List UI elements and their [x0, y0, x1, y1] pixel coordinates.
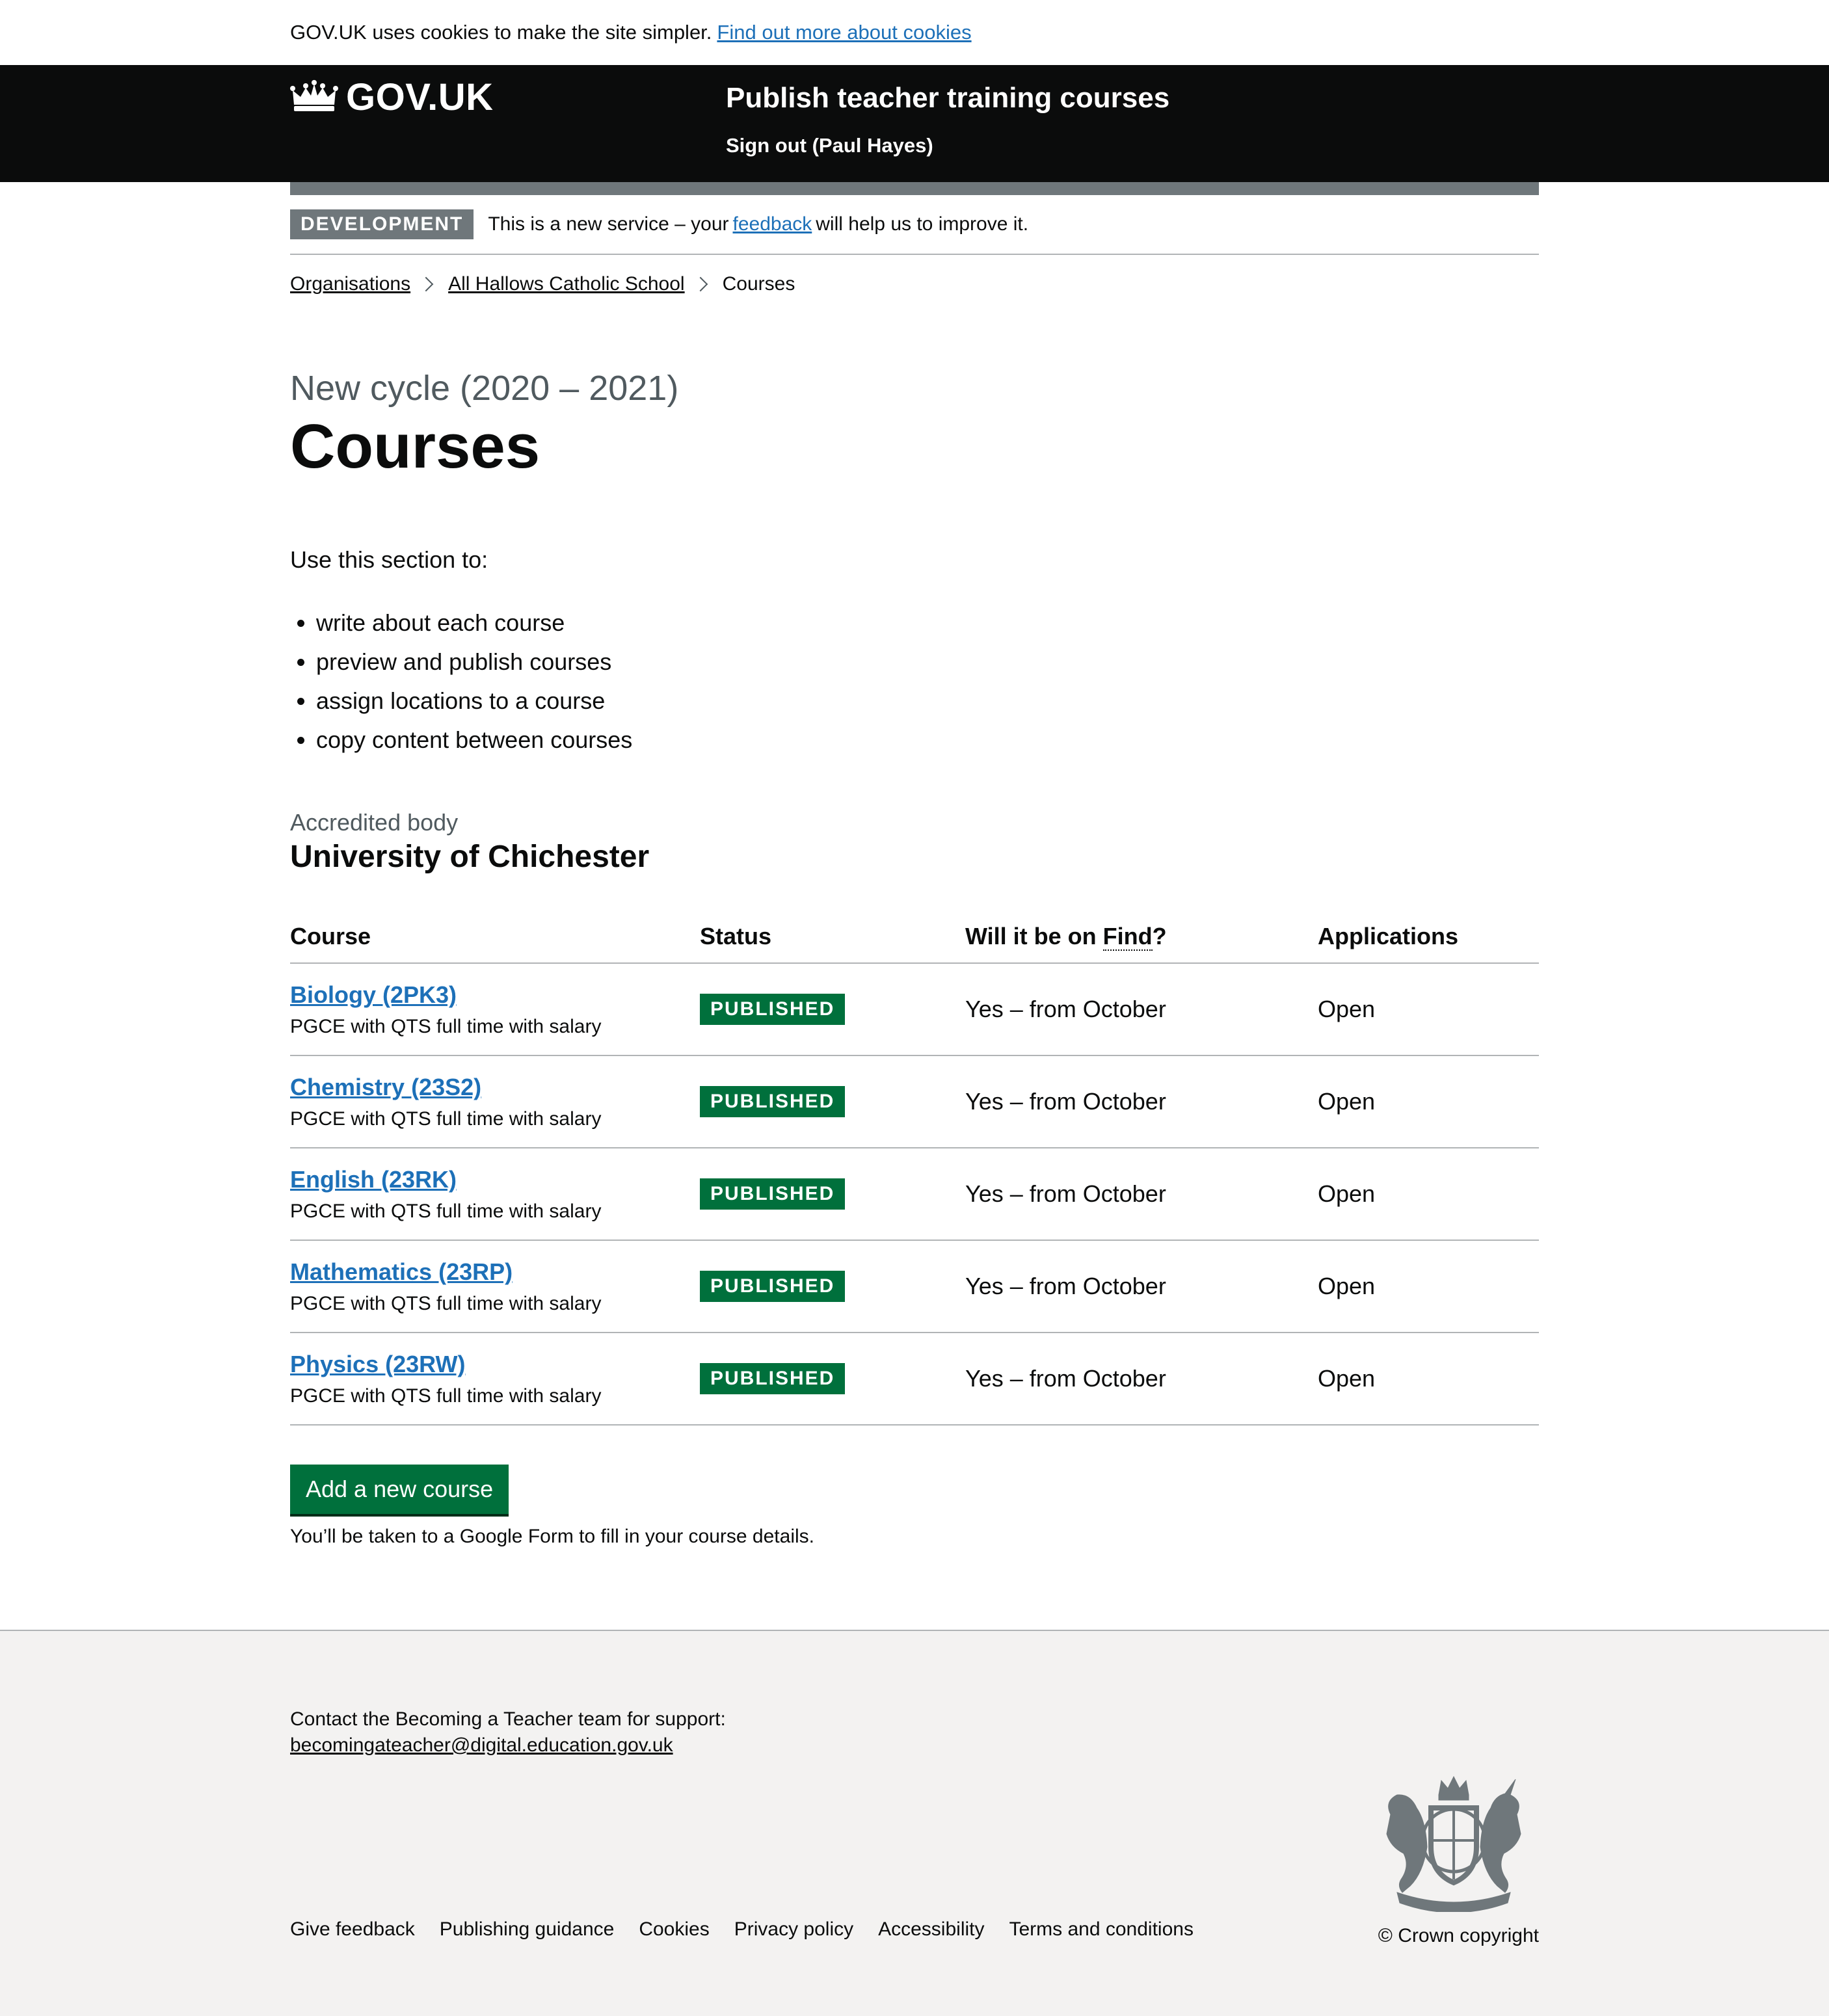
- list-item: • copy content between courses: [316, 721, 632, 760]
- crown-icon: [290, 80, 338, 115]
- find-value: Yes – from October: [965, 1333, 1318, 1425]
- find-value: Yes – from October: [965, 1148, 1318, 1240]
- footer-contact-text: Contact the Becoming a Teacher team for support:: [290, 1708, 726, 1730]
- breadcrumb-school[interactable]: All Hallows Catholic School: [448, 273, 685, 295]
- find-value: Yes – from October: [965, 963, 1318, 1055]
- footer-link-give-feedback[interactable]: Give feedback: [290, 1918, 415, 1940]
- course-desc: PGCE with QTS full time with salary: [290, 1385, 602, 1407]
- find-abbr: Find: [1102, 923, 1153, 949]
- status-badge: PUBLISHED: [700, 1363, 845, 1394]
- list-item: • preview and publish courses: [316, 643, 632, 682]
- add-course-hint: You’ll be taken to a Google Form to fill in your course details.: [290, 1526, 814, 1547]
- header-find-suffix: ?: [1152, 923, 1167, 949]
- footer-link-publishing-guidance[interactable]: Publishing guidance: [439, 1918, 615, 1940]
- section-uses-list: [290, 603, 632, 760]
- sign-out-link[interactable]: Sign out (Paul Hayes): [726, 134, 933, 157]
- course-link-mathematics[interactable]: Mathematics (23RP): [290, 1258, 513, 1285]
- cookie-info-link[interactable]: Find out more about cookies: [717, 21, 972, 44]
- applications-value: Open: [1318, 1055, 1539, 1148]
- table-row: [290, 1055, 1539, 1148]
- breadcrumb: [290, 273, 795, 295]
- accredited-body-caption: Accredited body: [290, 809, 459, 836]
- royal-coat-of-arms-icon: [1371, 1775, 1536, 1912]
- footer-link-privacy-policy[interactable]: Privacy policy: [734, 1918, 854, 1940]
- header-applications: Applications: [1318, 910, 1539, 963]
- phase-text-after: will help us to improve it.: [816, 213, 1029, 235]
- feedback-link[interactable]: feedback: [732, 213, 812, 235]
- site-footer: [0, 1630, 1829, 2016]
- course-link-biology[interactable]: Biology (2PK3): [290, 981, 457, 1008]
- footer-link-accessibility[interactable]: Accessibility: [878, 1918, 985, 1940]
- table-row: [290, 1240, 1539, 1333]
- list-item: • write about each course: [316, 603, 632, 643]
- header-status: Status: [700, 910, 965, 963]
- find-value: Yes – from October: [965, 1240, 1318, 1333]
- phase-tag: DEVELOPMENT: [290, 209, 474, 239]
- course-desc: PGCE with QTS full time with salary: [290, 1293, 602, 1314]
- header-course: Course: [290, 910, 700, 963]
- table-row: [290, 1148, 1539, 1240]
- footer-link-terms[interactable]: Terms and conditions: [1009, 1918, 1194, 1940]
- chevron-right-icon: [419, 277, 434, 292]
- crown-copyright: © Crown copyright: [1378, 1925, 1539, 1946]
- service-name-link[interactable]: Publish teacher training courses: [726, 82, 1170, 114]
- cycle-caption: New cycle (2020 – 2021): [290, 369, 679, 408]
- phase-text-before: This is a new service – your: [488, 213, 729, 235]
- table-header-row: [290, 910, 1539, 963]
- course-link-chemistry[interactable]: Chemistry (23S2): [290, 1074, 482, 1100]
- phase-banner: [290, 195, 1539, 255]
- breadcrumb-current: Courses: [722, 273, 795, 295]
- course-link-english[interactable]: English (23RK): [290, 1166, 457, 1193]
- list-item: • assign locations to a course: [316, 682, 632, 721]
- applications-value: Open: [1318, 1333, 1539, 1425]
- breadcrumb-organisations[interactable]: Organisations: [290, 273, 411, 295]
- cookie-banner-text: GOV.UK uses cookies to make the site simpler.: [290, 21, 712, 44]
- govuk-logo-text: GOV.UK: [346, 76, 494, 118]
- applications-value: Open: [1318, 963, 1539, 1055]
- course-desc: PGCE with QTS full time with salary: [290, 1108, 602, 1130]
- page-title: Courses: [290, 412, 541, 481]
- header-find-prefix: Will it be on: [965, 923, 1097, 949]
- site-header: [0, 65, 1829, 182]
- applications-value: Open: [1318, 1240, 1539, 1333]
- header-find: [965, 910, 1318, 963]
- status-badge: PUBLISHED: [700, 1271, 845, 1302]
- footer-contact: [290, 1706, 726, 1758]
- course-desc: PGCE with QTS full time with salary: [290, 1016, 602, 1037]
- cookie-banner: [0, 0, 1829, 65]
- chevron-right-icon: [693, 277, 708, 292]
- footer-link-cookies[interactable]: Cookies: [639, 1918, 710, 1940]
- table-row: [290, 963, 1539, 1055]
- status-badge: PUBLISHED: [700, 1086, 845, 1117]
- table-row: [290, 1333, 1539, 1425]
- accredited-body-name: University of Chichester: [290, 840, 650, 874]
- course-link-physics[interactable]: Physics (23RW): [290, 1351, 466, 1377]
- status-badge: PUBLISHED: [700, 994, 845, 1025]
- govuk-logo-link[interactable]: [290, 78, 493, 117]
- footer-links: [290, 1918, 1218, 1941]
- course-desc: PGCE with QTS full time with salary: [290, 1200, 602, 1222]
- find-value: Yes – from October: [965, 1055, 1318, 1148]
- add-course-button[interactable]: Add a new course: [290, 1465, 509, 1514]
- support-email-link[interactable]: becomingateacher@digital.education.gov.uk: [290, 1734, 673, 1756]
- header-underline-bar: [290, 182, 1539, 195]
- status-badge: PUBLISHED: [700, 1178, 845, 1210]
- intro-text: Use this section to:: [290, 546, 488, 573]
- applications-value: Open: [1318, 1148, 1539, 1240]
- courses-table: [290, 910, 1539, 1426]
